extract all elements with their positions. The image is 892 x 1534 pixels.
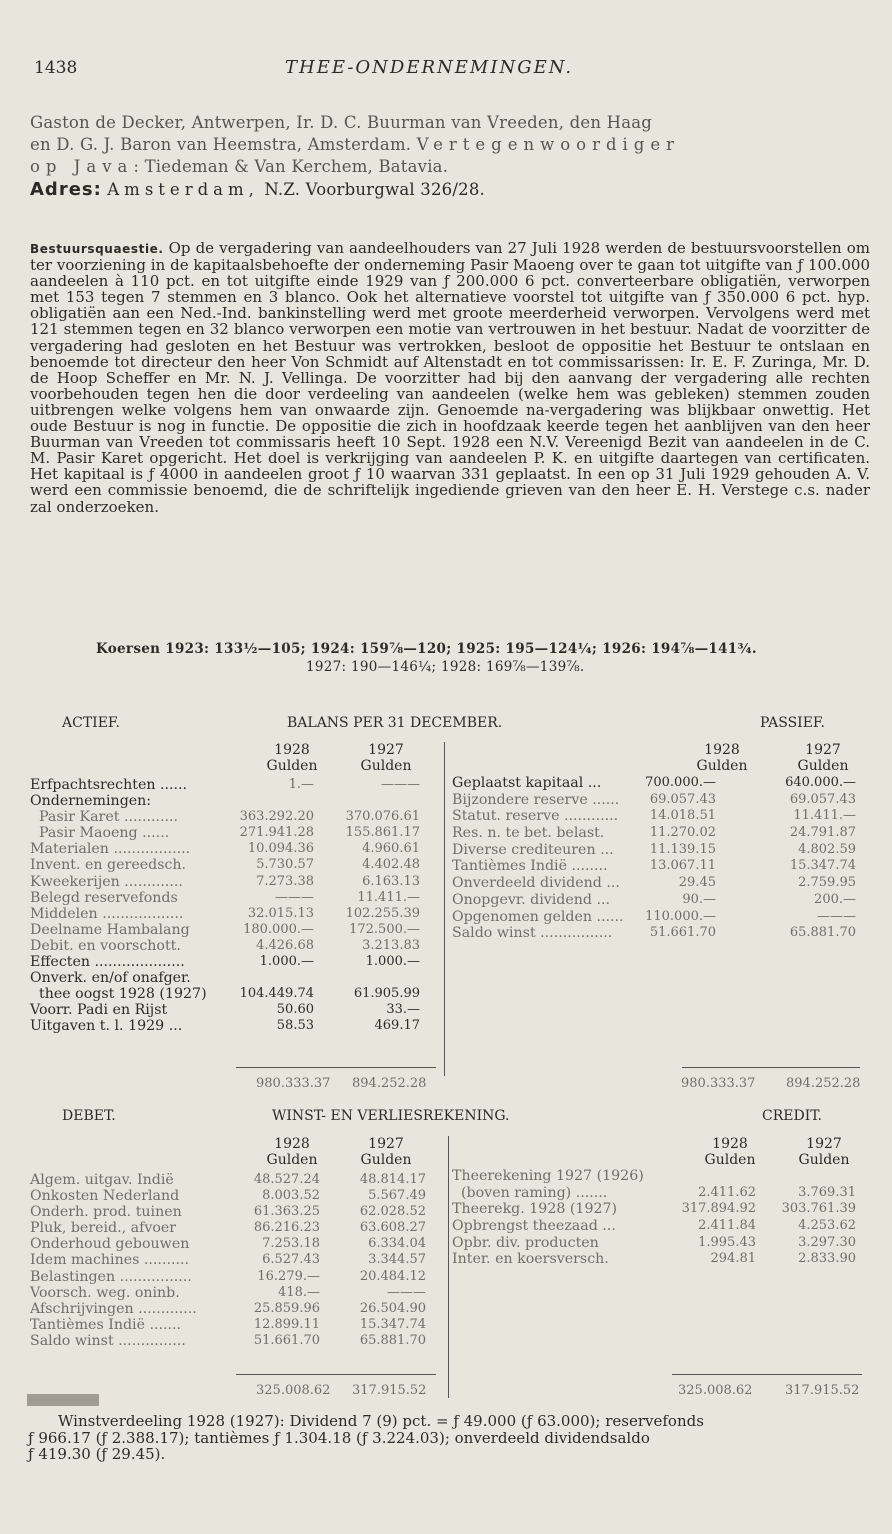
row-value-1927: 26.504.90: [359, 1300, 426, 1316]
row-value-1927: 102.255.39: [345, 905, 420, 921]
table-row: [452, 875, 860, 892]
row-label: Onopgevr. dividend ...: [452, 891, 611, 908]
row-value-1928: 50.60: [276, 1002, 314, 1018]
row-value-1927: 3.213.83: [362, 937, 420, 953]
pl-left-year-b: [356, 1136, 416, 1168]
row-value-1928: 5.730.57: [256, 857, 314, 873]
table-row: [30, 1220, 446, 1236]
pl-debet-heading: DEBET.: [62, 1108, 116, 1124]
row-value-1927: 63.608.27: [359, 1220, 426, 1236]
row-label: Opbrengst theezaad ...: [452, 1218, 616, 1235]
row-value-1928: ———: [275, 889, 314, 905]
row-value-1928: 13.067.11: [649, 858, 716, 874]
balance-title: BALANS PER 31 DECEMBER.: [287, 715, 503, 731]
row-label: Erfpachtsrechten ......: [30, 777, 188, 793]
row-label: Belegd reservefonds: [30, 889, 178, 906]
page-number: 1438: [34, 58, 78, 78]
row-label: thee oogst 1928 (1927): [30, 986, 207, 1003]
table-row: [30, 1188, 446, 1204]
row-value-1928: 2.411.62: [698, 1184, 756, 1200]
row-label: Inter. en koersversch.: [452, 1251, 609, 1268]
row-value-1927: 640.000.—: [785, 775, 856, 790]
debet-total-1927: 317.915.52: [352, 1383, 427, 1398]
table-row: [30, 1269, 446, 1285]
row-label: Tantièmes Indië .......: [30, 1316, 182, 1333]
pl-right-year-a: [700, 1136, 760, 1168]
row-label: Onverdeeld dividend ...: [452, 875, 620, 892]
table-row: [452, 858, 860, 875]
pl-left-year-a-text: 1928: [274, 1136, 310, 1152]
row-label: Deelname Hambalang: [30, 921, 190, 938]
row-value-1928: 16.279.—: [257, 1268, 320, 1284]
table-row: [452, 925, 860, 942]
row-value-1928: 32.015.13: [247, 905, 314, 921]
table-row: [30, 938, 440, 954]
pl-left-unit-b: Gulden: [360, 1152, 412, 1168]
table-row: [30, 1204, 446, 1220]
passief-total-rule: [682, 1067, 860, 1068]
pl-right-unit-a: Gulden: [704, 1152, 756, 1168]
row-label: Geplaatst kapitaal ...: [452, 775, 602, 791]
row-label: Onverk. en/of onafger.: [30, 970, 191, 987]
row-value-1927: 4.802.59: [798, 841, 856, 857]
table-row: [452, 842, 860, 859]
balance-passief-heading: PASSIEF.: [760, 715, 825, 731]
row-label: Saldo winst ...............: [30, 1332, 186, 1349]
row-value-1927: ———: [381, 777, 420, 792]
row-label: Idem machines ..........: [30, 1252, 189, 1269]
table-row: [452, 1168, 860, 1185]
row-value-1927: 48.814.17: [359, 1172, 426, 1187]
row-value-1927: 61.905.99: [353, 986, 420, 1002]
row-label: Res. n. te bet. belast.: [452, 825, 605, 842]
table-row: [452, 892, 860, 909]
row-value-1927: ———: [817, 908, 856, 924]
row-value-1927: 6.334.04: [368, 1236, 426, 1252]
row-label: Onderhoud gebouwen: [30, 1236, 190, 1253]
row-value-1927: 3.344.57: [368, 1252, 426, 1268]
row-value-1928: 58.53: [276, 1018, 314, 1034]
table-row: [30, 1252, 446, 1268]
row-value-1928: 25.859.96: [253, 1300, 320, 1316]
table-row: [30, 890, 440, 906]
row-value-1928: 10.094.36: [247, 841, 314, 857]
bal-left-year-b: [356, 742, 416, 774]
row-value-1927: 155.861.17: [345, 825, 420, 841]
row-value-1928: 7.273.38: [256, 873, 314, 889]
pl-right-unit-b: Gulden: [798, 1152, 850, 1168]
row-value-1928: 294.81: [710, 1251, 756, 1267]
bal-right-unit-b: Gulden: [797, 758, 849, 774]
row-value-1928: 29.45: [678, 875, 716, 891]
row-label: Voorr. Padi en Rijst: [30, 1002, 168, 1019]
board-dispute-paragraph: [30, 240, 870, 515]
row-label: Middelen ..................: [30, 905, 184, 922]
debet-total-rule: [236, 1374, 436, 1375]
bal-right-year-b: [788, 742, 858, 774]
credit-total-1928: 325.008.62: [678, 1383, 753, 1398]
row-value-1927: 4.253.62: [798, 1218, 856, 1234]
row-value-1927: 6.163.13: [362, 873, 420, 889]
footer-line-2: ƒ 966.17 (ƒ 2.388.17); tantièmes ƒ 1.304.18 (ƒ 3.224.03); onverdeeld dividendsaldo: [28, 1428, 650, 1447]
table-row: [30, 825, 440, 841]
row-label: Debit. en voorschott.: [30, 937, 181, 954]
row-value-1927: ———: [387, 1284, 426, 1300]
table-row: [30, 857, 440, 873]
row-label: Saldo winst ................: [452, 925, 613, 942]
bal-left-year-a: [262, 742, 322, 774]
passief-total-1927: 894.252.28: [786, 1076, 861, 1091]
actief-total-1927: 894.252.28: [352, 1076, 427, 1091]
row-value-1928: 110.000.—: [645, 908, 716, 924]
row-value-1928: 86.216.23: [253, 1220, 320, 1236]
row-value-1928: 8.003.52: [262, 1188, 320, 1204]
row-value-1928: 90.—: [682, 891, 716, 907]
row-value-1927: 11.411.—: [357, 889, 420, 905]
bal-right-unit-a: Gulden: [696, 758, 748, 774]
row-value-1927: 65.881.70: [789, 925, 856, 941]
table-row: [30, 874, 440, 890]
table-row: [452, 909, 860, 926]
ink-smudge: [27, 1394, 99, 1406]
row-label: Belastingen ................: [30, 1268, 192, 1285]
row-value-1928: 1.000.—: [259, 954, 314, 970]
address-line: [30, 179, 875, 201]
table-row: [30, 1301, 446, 1317]
pl-divider: [448, 1136, 449, 1398]
row-label: Statut. reserve ............: [452, 808, 619, 825]
credit-total-rule: [672, 1374, 862, 1375]
table-row: [30, 986, 440, 1002]
running-title: THEE-ONDERNEMINGEN.: [285, 57, 574, 78]
row-value-1927: 4.402.48: [362, 857, 420, 873]
row-value-1927: 200.—: [814, 891, 856, 907]
intro-line-2: [30, 134, 875, 156]
row-label: Onderh. prod. tuinen: [30, 1204, 182, 1221]
intro-line-3: [30, 156, 875, 178]
actief-total-1928: 980.333.37: [256, 1076, 331, 1091]
row-label: Pluk, bereid., afvoer: [30, 1220, 177, 1237]
row-label: Onkosten Nederland: [30, 1188, 180, 1205]
row-value-1928: 14.018.51: [649, 808, 716, 824]
bal-right-year-a-text: 1928: [704, 742, 740, 758]
java-agent: : Tiedeman & Van Kerchem, Batavia.: [133, 157, 449, 176]
intro-line-2-text: en D. G. J. Baron van Heemstra, Amsterdam.: [30, 135, 417, 154]
credit-total-1927: 317.915.52: [785, 1383, 860, 1398]
row-value-1928: 104.449.74: [239, 986, 314, 1002]
address-label: Adres:: [30, 179, 102, 200]
representative-label: Vertegenwoordiger: [416, 135, 681, 154]
row-value-1928: 271.941.28: [239, 825, 314, 841]
pl-right-year-a-text: 1928: [712, 1136, 748, 1152]
row-label: Bijzondere reserve ......: [452, 791, 620, 808]
bal-right-year-a: [692, 742, 752, 774]
row-value-1928: 6.527.43: [262, 1252, 320, 1268]
table-row: [30, 1018, 440, 1034]
row-value-1928: 418.—: [278, 1284, 320, 1300]
row-value-1927: 20.484.12: [359, 1268, 426, 1284]
row-value-1927: 172.500.—: [349, 921, 420, 937]
footer-line-3: ƒ 419.30 (ƒ 29.45).: [28, 1445, 166, 1463]
row-label: Materialen .................: [30, 841, 191, 858]
pl-right-year-b-text: 1927: [806, 1136, 842, 1152]
row-value-1928: 317.894.92: [681, 1201, 756, 1217]
row-label: Tantièmes Indië ........: [452, 858, 608, 875]
row-value-1927: 69.057.43: [789, 791, 856, 807]
actief-table: [30, 777, 440, 1035]
intro-line-1: Gaston de Decker, Antwerpen, Ir. D. C. Buurman van Vreeden, den Haag: [30, 113, 653, 132]
row-value-1928: 51.661.70: [649, 925, 716, 941]
row-value-1928: 69.057.43: [649, 791, 716, 807]
share-prices-line-2: 1927: 190—146¼; 1928: 169⅞—139⅞.: [306, 659, 585, 675]
row-value-1928: 51.661.70: [253, 1332, 320, 1348]
row-value-1928: 61.363.25: [253, 1204, 320, 1220]
bal-left-unit-a: Gulden: [266, 758, 318, 774]
pl-title: WINST- EN VERLIESREKENING.: [272, 1108, 510, 1124]
pl-left-year-a: [262, 1136, 322, 1168]
row-label: Invent. en gereedsch.: [30, 857, 187, 874]
table-row: [452, 1218, 860, 1235]
bal-right-year-b-text: 1927: [805, 742, 841, 758]
row-value-1927: 33.—: [386, 1002, 420, 1018]
paragraph-lead: Bestuursquaestie.: [30, 242, 164, 256]
row-label: Opbr. div. producten: [452, 1234, 599, 1251]
table-row: [30, 1333, 446, 1349]
row-value-1928: 2.411.84: [698, 1218, 756, 1234]
passief-table: [452, 775, 860, 942]
table-row: [452, 1201, 860, 1218]
row-label: Diverse crediteuren ...: [452, 841, 614, 858]
pl-credit-heading: CREDIT.: [762, 1108, 822, 1124]
row-value-1927: 62.028.52: [359, 1204, 426, 1220]
row-label: Voorsch. weg. oninb.: [30, 1284, 180, 1301]
row-value-1927: 303.761.39: [781, 1201, 856, 1217]
row-label: Algem. uitgav. Indië: [30, 1172, 174, 1188]
row-label: Opgenomen gelden ......: [452, 908, 624, 925]
table-row: [452, 825, 860, 842]
table-row: [30, 1317, 446, 1333]
row-value-1928: 1.—: [288, 777, 314, 792]
row-label: Ondernemingen:: [30, 793, 152, 810]
row-value-1927: 24.791.87: [789, 825, 856, 841]
row-label: Kweekerijen .............: [30, 873, 183, 890]
address-street: N.Z. Voorburgwal 326/28.: [258, 180, 485, 199]
table-row: [30, 1236, 446, 1252]
java-label: op Java: [30, 157, 134, 176]
row-label: Pasir Karet ............: [30, 809, 179, 826]
passief-total-1928: 980.333.37: [681, 1076, 756, 1091]
address-city: Amsterdam,: [107, 180, 259, 199]
debet-table: [30, 1172, 446, 1349]
table-row: [30, 1285, 446, 1301]
row-value-1928: 1.995.43: [698, 1234, 756, 1250]
table-row: [30, 841, 440, 857]
table-row: [452, 792, 860, 809]
table-row: [30, 970, 440, 986]
table-row: [30, 954, 440, 970]
table-row: [452, 1251, 860, 1268]
row-value-1928: 48.527.24: [253, 1172, 320, 1187]
share-prices-line-1: Koersen 1923: 133½—105; 1924: 159⅞—120; 1925: 195—124¼; 1926: 194⅞—141¾.: [96, 641, 757, 657]
row-label: Effecten ....................: [30, 954, 185, 971]
row-value-1927: 11.411.—: [793, 808, 856, 824]
balance-divider: [444, 742, 445, 1076]
row-value-1927: 65.881.70: [359, 1332, 426, 1348]
table-row: [30, 906, 440, 922]
table-row: [30, 777, 440, 793]
row-value-1927: 2.759.95: [798, 875, 856, 891]
pl-left-unit-a: Gulden: [266, 1152, 318, 1168]
table-row: [452, 1235, 860, 1252]
table-row: [30, 1002, 440, 1018]
row-label: Afschrijvingen .............: [30, 1300, 197, 1317]
row-value-1927: 15.347.74: [359, 1316, 426, 1332]
table-row: [452, 808, 860, 825]
row-label: Theerekg. 1928 (1927): [452, 1201, 618, 1218]
row-value-1928: 7.253.18: [262, 1236, 320, 1252]
row-value-1928: 700.000.—: [645, 775, 716, 790]
row-label: Theerekening 1927 (1926): [452, 1168, 644, 1184]
balance-actief-heading: ACTIEF.: [62, 715, 120, 731]
credit-table: [452, 1168, 860, 1268]
bal-left-unit-b: Gulden: [360, 758, 412, 774]
row-value-1927: 3.769.31: [798, 1184, 856, 1200]
row-value-1928: 4.426.68: [256, 937, 314, 953]
bal-left-year-b-text: 1927: [368, 742, 404, 758]
row-value-1927: 3.297.30: [798, 1234, 856, 1250]
row-value-1927: 469.17: [374, 1018, 420, 1034]
row-value-1928: 363.292.20: [239, 809, 314, 825]
row-value-1927: 2.833.90: [798, 1251, 856, 1267]
row-value-1928: 180.000.—: [243, 921, 314, 937]
row-label: (boven raming) .......: [452, 1184, 608, 1201]
row-value-1927: 4.960.61: [362, 841, 420, 857]
pl-right-year-b: [792, 1136, 856, 1168]
row-value-1927: 370.076.61: [345, 809, 420, 825]
table-row: [30, 809, 440, 825]
row-label: Pasir Maoeng ......: [30, 825, 170, 842]
row-value-1927: 5.567.49: [368, 1188, 426, 1204]
table-row: [30, 1172, 446, 1188]
paragraph-text: Op de vergadering van aandeelhouders van 27 Juli 1928 werden de bestuursvoorstellen om ter voorziening in de kapitaalsbehoefte der onderneming Pasir Maoeng over te gaan tot uitgifte van ƒ 100.000 aandeelen à 110 pct. en tot uitgifte einde 1929 van ƒ 200.000 6 pct. converteerbare obligatiën, verworpen met 153 tegen 7 stemmen en 3 blanco. Ook het alternatieve voorstel tot uitgifte van ƒ 350.000 6 pct. hyp. obligatiën aan een Ned.-Ind. bankinstelling werd met groote meerderheid verworpen. Vervolgens werd met 121 stemmen tegen en 32 blanco verworpen een motie van vertrouwen in het bestuur. Nadat de voorzitter de vergadering had gesloten en het Bestuur was vertrokken, besloot de oppositie het Bestuur te ontslaan en benoemde tot directeur den heer Von Schmidt auf Altenstadt en tot commissarissen: Ir. E. F. Zuringa, Mr. D. de Hoop Scheffer en Mr. N. J. Vellinga. De voorzitter had bij den aanvang der vergadering alle rechten voorbehouden tegen hen die door verdeeling van aandeelen (welke hem was gebleken) stemmen zouden uitbrengen welke volgens hem van onwaarde zijn. Genoemde na-vergadering was blijkbaar onwettig. Het oude Bestuur is nog in functie. De oppositie die zich in hoofdzaak keerde tegen het aanblijven van den heer Buurman van Vreeden tot commissaris heeft 10 Sept. 1928 een N.V. Vereenigd Bezit van aandeelen in de C. M. Pasir Karet opgericht. Het doel is verkrijging van aandeelen P. K. en uitgifte daartegen van certificaten. Het kapitaal is ƒ 4000 in aandeelen groot ƒ 10 waarvan 331 geplaatst. In een op 31 Juli 1929 gehouden A. V. werd een commissie benoemd, die de schriftelijk ingediende grieven van den heer E. H. Verstege c.s. nader zal onderzoeken.: [30, 239, 870, 516]
row-label: Uitgaven t. l. 1929 ...: [30, 1018, 183, 1035]
table-row: [452, 775, 860, 792]
bal-left-year-a-text: 1928: [274, 742, 310, 758]
table-row: [30, 922, 440, 938]
table-row: [452, 1185, 860, 1202]
profit-distribution-note: [28, 1413, 868, 1463]
directors-block: [30, 112, 875, 201]
row-value-1928: 12.899.11: [253, 1316, 320, 1332]
row-value-1928: 11.270.02: [649, 825, 716, 841]
row-value-1927: 15.347.74: [789, 858, 856, 874]
row-value-1927: 1.000.—: [365, 954, 420, 970]
table-row: [30, 793, 440, 809]
actief-total-rule: [236, 1067, 436, 1068]
pl-left-year-b-text: 1927: [368, 1136, 404, 1152]
debet-total-1928: 325.008.62: [256, 1383, 331, 1398]
row-value-1928: 11.139.15: [649, 841, 716, 857]
footer-line-1: Winstverdeeling 1928 (1927): Dividend 7 (9) pct. = ƒ 49.000 (ƒ 63.000); reservefonds: [58, 1412, 704, 1430]
